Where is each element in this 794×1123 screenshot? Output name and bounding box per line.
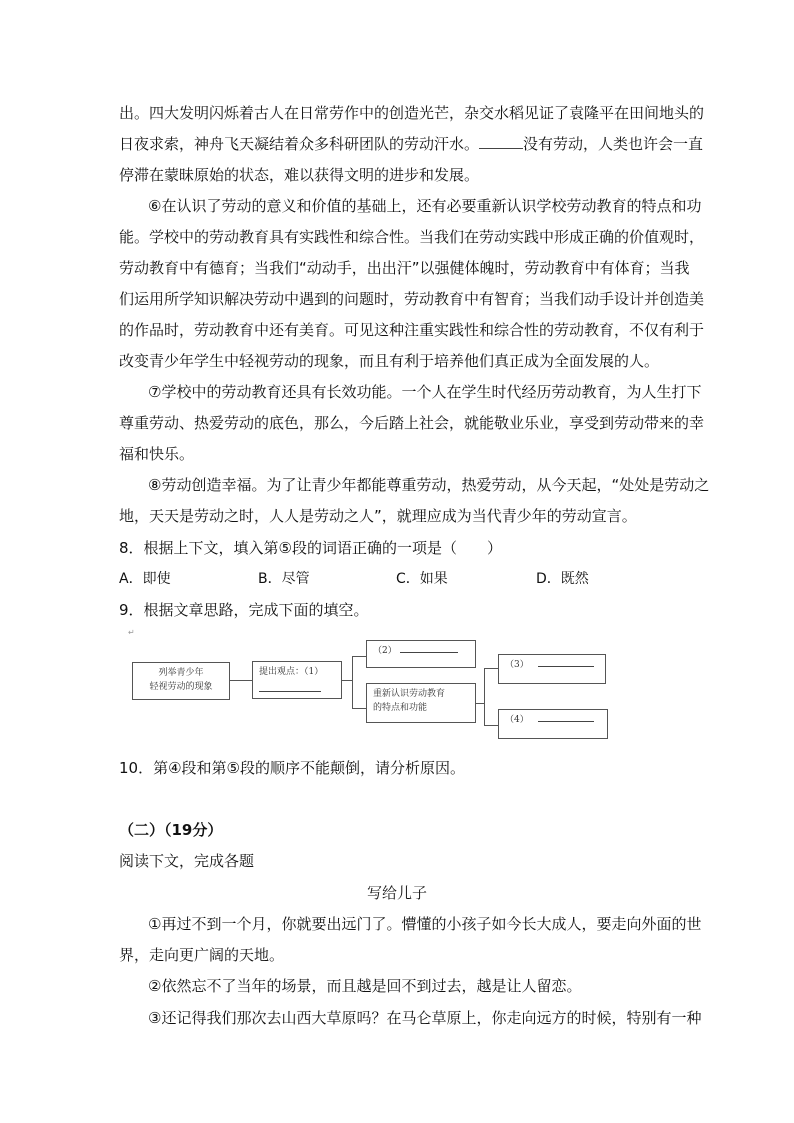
passage-line: 界，走向更广阔的天地。 (119, 946, 285, 964)
section-heading: （二）（19分） (119, 821, 223, 839)
passage-line: ⑧劳动创造幸福。为了让青少年都能尊重劳动，热爱劳动，从今天起，“处处是劳动之 (148, 476, 710, 494)
diagram-box-2-label: 提出观点：（1） (259, 667, 324, 677)
connector-line (484, 668, 498, 669)
passage-line: ②依然忘不了当年的场景，而且越是回不到过去，越是让人留恋。 (148, 977, 582, 995)
passage-line: 出。四大发明闪烁着古人在日常劳作中的创造光芒，杂交水稻见证了袁隆平在田间地头的 (119, 104, 705, 122)
connector-line (342, 680, 352, 681)
diagram-box-3 (366, 640, 476, 668)
question-9-stem: 9．根据文章思路，完成下面的填空。 (119, 601, 369, 619)
passage-line: 尊重劳动、热爱劳动的底色，那么，今后踏上社会，就能敬业乐业，享受到劳动带来的幸 (119, 414, 705, 432)
diagram-box-5-label: （3） (505, 660, 529, 670)
connector-line (352, 656, 366, 657)
passage-line: 改变青少年学生中轻视劳动的现象，而且有利于培养他们真正成为全面发展的人。 (119, 352, 660, 370)
diagram-box-4-line: 重新认识劳动教育 (373, 689, 446, 699)
diagram-box-1-line: 列举青少年 (158, 668, 204, 678)
diagram-box-6 (498, 709, 608, 739)
diagram-box-3-label: （2） (373, 646, 397, 656)
passage-line: ③还记得我们那次去山西大草原吗？在马仑草原上，你走向远方的时候，特别有一种 (148, 1009, 702, 1027)
question-10-stem: 10．第④段和第⑤段的顺序不能颠倒，请分析原因。 (119, 759, 465, 777)
article-title: 写给儿子 (366, 884, 427, 902)
section-instruction: 阅读下文，完成各题 (119, 852, 255, 870)
passage-line: 的作品时，劳动教育中还有美育。可见这种注重实践性和综合性的劳动教育，不仅有利于 (119, 321, 705, 339)
passage-line: 们运用所学知识解决劳动中遇到的问题时，劳动教育中有智育；当我们动手设计并创造美 (119, 290, 705, 308)
connector-line (484, 725, 498, 726)
q8-option-c: C．如果 (396, 571, 448, 587)
passage-line: 停滞在蒙昧原始的状态，难以获得文明的进步和发展。 (119, 166, 480, 184)
fill-blank (479, 148, 523, 149)
fill-blank (400, 652, 458, 653)
passage-line: 福和快乐。 (119, 445, 195, 463)
connector-line (352, 656, 353, 708)
return-mark-icon: ↵ (128, 628, 135, 637)
question-8-stem: 8．根据上下文，填入第⑤段的词语正确的一项是（ ） (119, 539, 502, 557)
connector-line (352, 708, 366, 709)
fill-blank (538, 666, 594, 667)
passage-line: ⑦学校中的劳动教育还具有长效功能。一个人在学生时代经历劳动教育，为人生打下 (148, 383, 702, 401)
connector-line (484, 668, 485, 725)
fill-blank (259, 691, 321, 692)
passage-line: 地，天天是劳动之时，人人是劳动之人”，就理应成为当代青少年的劳动宣言。 (119, 507, 637, 525)
passage-line: 能。学校中的劳动教育具有实践性和综合性。当我们在劳动实践中形成正确的价值观时， (119, 228, 705, 246)
q8-option-a: A．即使 (119, 571, 171, 587)
fill-blank (538, 721, 594, 722)
passage-line: 劳动教育中有德育；当我们“动动手，出出汗”以强健体魄时，劳动教育中有体育；当我 (119, 259, 690, 277)
structure-diagram (128, 638, 618, 743)
passage-line: ①再过不到一个月，你就要出远门了。懵懂的小孩子如今长大成人，要走向外面的世 (148, 915, 702, 933)
passage-line (119, 134, 704, 154)
diagram-box-1 (132, 662, 230, 700)
q8-option-b: B．尽管 (258, 571, 310, 587)
passage-text: 日夜求索，神舟飞天凝结着众多科研团队的劳动汗水。 (119, 135, 480, 153)
diagram-box-6-label: （4） (505, 715, 529, 725)
connector-line (476, 703, 484, 704)
connector-line (230, 680, 252, 681)
q8-option-d: D．既然 (536, 571, 589, 587)
passage-text: 没有劳动，人类也许会一直 (523, 135, 704, 153)
diagram-box-4-line: 的特点和功能 (373, 703, 428, 713)
diagram-box-2 (252, 661, 342, 699)
diagram-box-1-line: 轻视劳动的现象 (149, 682, 213, 692)
passage-line: ⑥在认识了劳动的意义和价值的基础上，还有必要重新认识学校劳动教育的特点和功 (148, 197, 702, 215)
diagram-box-5 (498, 654, 606, 684)
diagram-box-4 (366, 683, 476, 723)
